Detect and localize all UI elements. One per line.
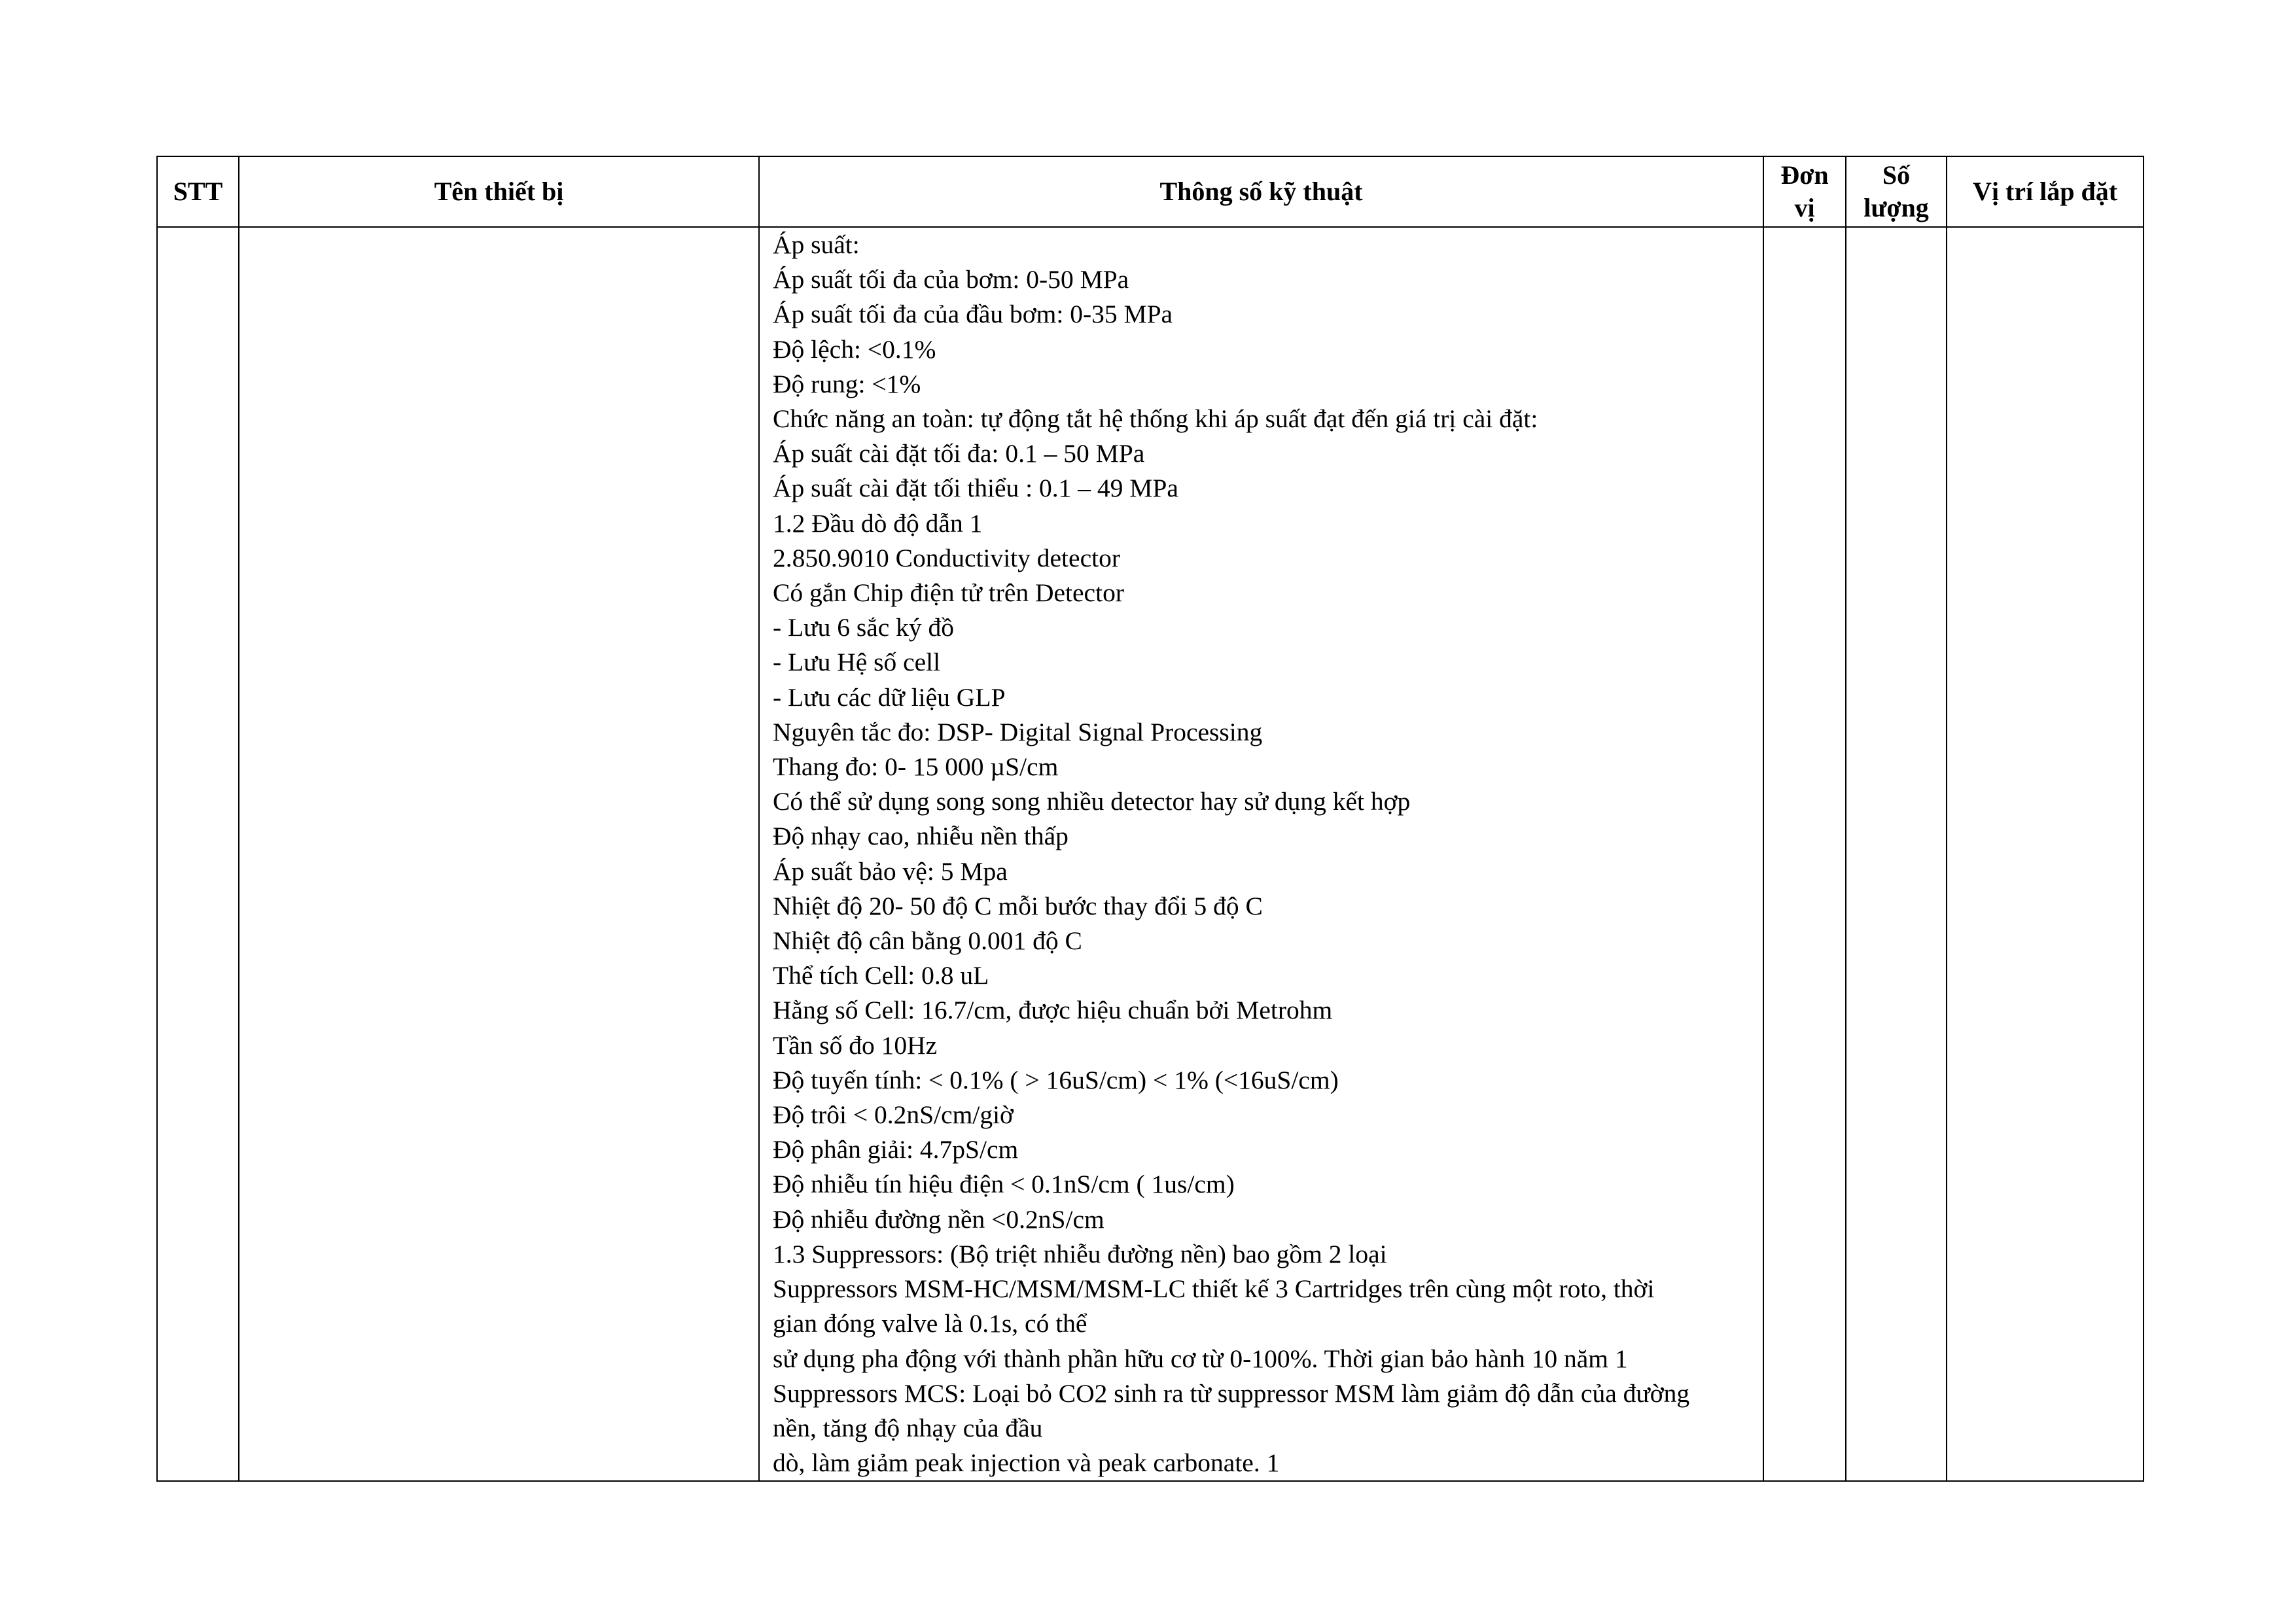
header-row [157,156,2144,227]
header-device-name: Tên thiết bị [239,156,759,227]
cell-quantity [1846,227,1947,1481]
spec-line: Nhiệt độ cân bằng 0.001 độ C [773,926,1082,956]
spec-line: Độ lệch: <0.1% [773,334,936,364]
spec-line: - Lưu Hệ số cell [773,648,941,677]
spec-line: Chức năng an toàn: tự động tắt hệ thống khi áp suất đạt đến giá trị cài đặt: [773,404,1538,434]
header-quantity [1846,156,1947,227]
spec-line: Áp suất bảo vệ: 5 Mpa [773,856,1008,886]
spec-line: Độ nhiễu tín hiệu điện < 0.1nS/cm ( 1us/cm) [773,1170,1235,1199]
spec-line: Độ trôi < 0.2nS/cm/giờ [773,1100,1014,1130]
cell-location [1947,227,2144,1481]
spec-line: Suppressors MSM-HC/MSM/MSM-LC thiết kế 3 Cartridges trên cùng một roto, thời [773,1274,1655,1304]
header-quantity-line-1: Số [1882,160,1911,190]
spec-line: - Lưu các dữ liệu GLP [773,682,1006,712]
spec-line: Áp suất: [773,230,860,259]
spec-line: - Lưu 6 sắc ký đồ [773,613,955,642]
header-unit [1763,156,1846,227]
spec-line: Độ phân giải: 4.7pS/cm [773,1135,1019,1164]
spec-line: Áp suất cài đặt tối đa: 0.1 – 50 MPa [773,439,1145,468]
spec-line: Độ rung: <1% [773,369,921,398]
spec-line: Độ nhạy cao, nhiễu nền thấp [773,822,1069,851]
cell-device-name [239,227,759,1481]
spec-line: nền, tăng độ nhạy của đầu [773,1413,1043,1442]
header-unit-line-2: vị [1794,193,1815,222]
spec-line: Nhiệt độ 20- 50 độ C mỗi bước thay đổi 5 độ C [773,891,1263,920]
cell-stt [157,227,239,1481]
header-unit-line-1: Đơn [1780,160,1829,190]
header-quantity-line-2: lượng [1863,193,1929,222]
spec-line: Thang đo: 0- 15 000 µS/cm [773,752,1059,782]
spec-line: Độ nhiễu đường nền <0.2nS/cm [773,1204,1104,1234]
cell-unit [1763,227,1846,1481]
spec-line: Độ tuyến tính: < 0.1% ( > 16uS/cm) < 1% (<16uS/cm) [773,1065,1339,1094]
spec-line: Nguyên tắc đo: DSP- Digital Signal Processing [773,717,1263,746]
spec-line: Thể tích Cell: 0.8 uL [773,961,989,990]
spec-line: Tần số đo 10Hz [773,1030,938,1060]
spec-line: Có thể sử dụng song song nhiều detector hay sử dụng kết hợp [773,787,1411,816]
cell-specs [759,227,1763,1481]
spec-line: 1.3 Suppressors: (Bộ triệt nhiễu đường nền) bao gồm 2 loại [773,1239,1387,1268]
spec-line: sử dụng pha động với thành phần hữu cơ từ 0-100%. Thời gian bảo hành 10 năm 1 [773,1344,1628,1373]
table-row [157,227,2144,1481]
equipment-spec-table [156,156,2144,1482]
spec-line: Suppressors MCS: Loại bỏ CO2 sinh ra từ suppressor MSM làm giảm độ dẫn của đường [773,1378,1690,1408]
spec-line: Áp suất cài đặt tối thiểu : 0.1 – 49 MPa [773,474,1178,503]
spec-line: Hằng số Cell: 16.7/cm, được hiệu chuẩn bởi Metrohm [773,996,1333,1025]
spec-line: Áp suất tối đa của đầu bơm: 0-35 MPa [773,300,1173,329]
spec-line: 1.2 Đầu dò độ dẫn 1 [773,508,983,538]
spec-line: 2.850.9010 Conductivity detector [773,543,1120,572]
header-location: Vị trí lắp đặt [1947,156,2144,227]
spec-line: dò, làm giảm peak injection và peak carbonate. 1 [773,1448,1280,1478]
spec-line: Áp suất tối đa của bơm: 0-50 MPa [773,265,1129,294]
header-specs: Thông số kỹ thuật [759,156,1763,227]
spec-line: Có gắn Chip điện tử trên Detector [773,578,1124,608]
spec-line: gian đóng valve là 0.1s, có thể [773,1309,1087,1338]
header-stt: STT [157,156,239,227]
